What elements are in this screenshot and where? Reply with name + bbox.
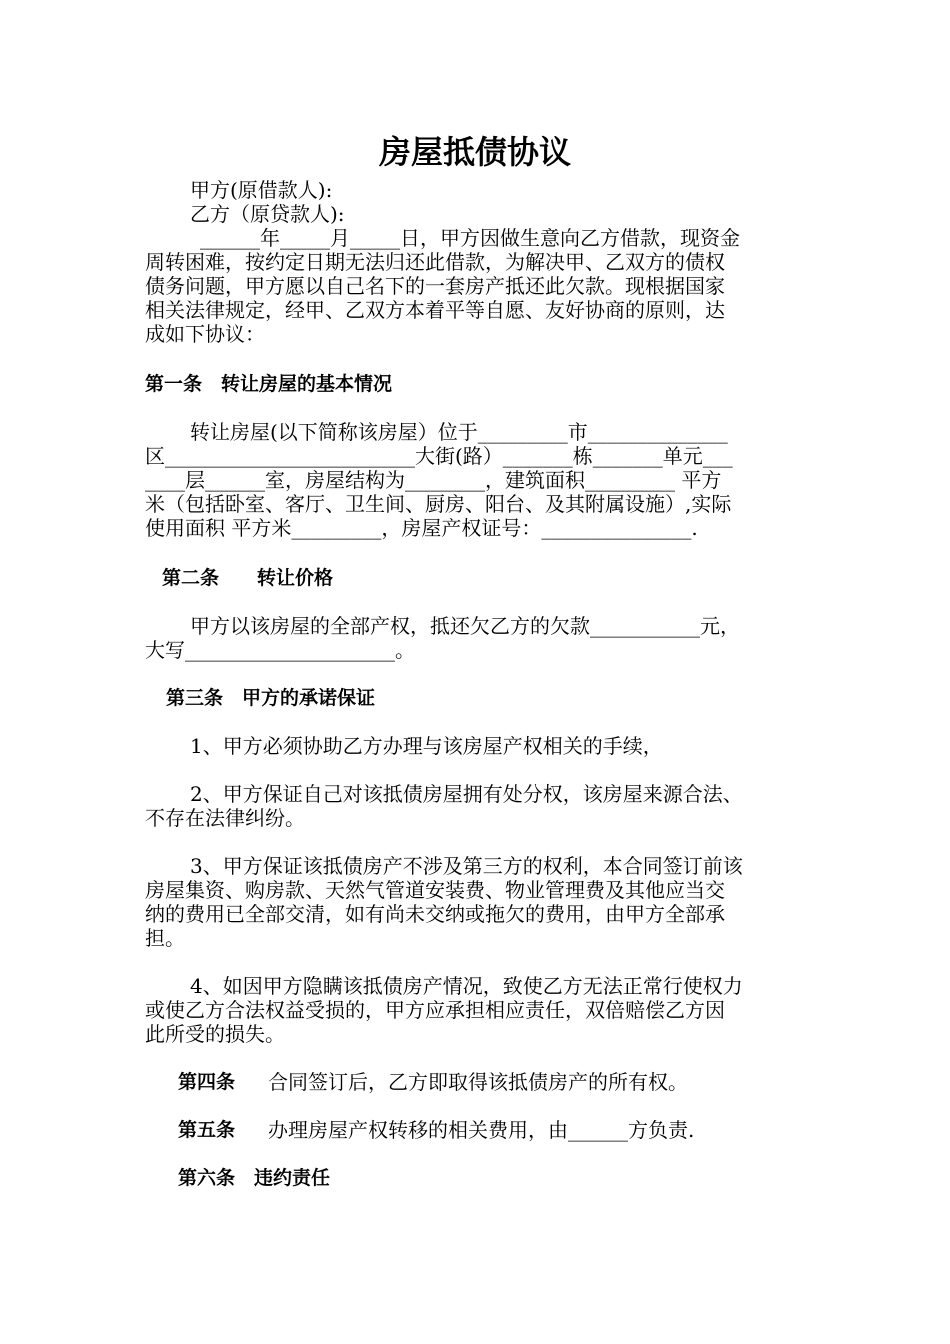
article-3-item-2: 不存在法律纠纷。	[145, 806, 305, 830]
preamble-line: 相关法律规定，经甲、乙双方本着平等自愿、友好协商的原则，达	[145, 298, 725, 322]
article-3-item-3: 担。	[145, 926, 185, 950]
article-3-item-4: 4、如因甲方隐瞒该抵债房产情况，致使乙方无法正常行使权力	[190, 974, 743, 998]
article-4-text: 合同签订后，乙方即取得该抵债房产的所有权。	[268, 1070, 688, 1094]
article-3-item-3: 纳的费用已全部交清，如有尚未交纳或拖欠的费用，由甲方全部承	[145, 902, 725, 926]
article-3-item-2: 2、甲方保证自己对该抵债房屋拥有处分权，该房屋来源合法、	[190, 782, 743, 806]
article-1-heading: 第一条 转让房屋的基本情况	[145, 373, 393, 395]
preamble-line: ______年_____月_____日，甲方因做生意向乙方借款，现资金	[200, 226, 740, 250]
article-1-line: 使用面积 平方米_________，房屋产权证号：_______________.	[145, 516, 698, 540]
article-2-line: 大写_____________________。	[145, 638, 415, 662]
party-a-label: 甲方(原借款人):	[190, 178, 333, 202]
article-3-item-4: 此所受的损失。	[145, 1022, 285, 1046]
article-1-line: 转让房屋(以下简称该房屋）位于_________市______________	[190, 420, 728, 444]
article-6-heading: 第六条 违约责任	[178, 1167, 331, 1189]
article-3-item-3: 房屋集资、购房款、天然气管道安装费、物业管理费及其他应当交	[145, 878, 725, 902]
article-1-line: 区_________________________大街(路）_______栋_______单元___	[145, 444, 733, 468]
article-3-heading: 第三条 甲方的承诺保证	[166, 687, 376, 709]
article-5-heading: 第五条	[178, 1119, 236, 1141]
party-b-label: 乙方（原贷款人):	[190, 202, 345, 226]
article-1-line: 米（包括卧室、客厅、卫生间、厨房、阳台、及其附属设施）,实际	[145, 492, 732, 516]
article-5-text: 办理房屋产权转移的相关费用，由______方负责.	[268, 1118, 695, 1142]
preamble-line: 债务问题，甲方愿以自己名下的一套房产抵还此欠款。现根据国家	[145, 274, 725, 298]
preamble-line: 成如下协议：	[145, 322, 265, 346]
article-3-item-3: 3、甲方保证该抵债房产不涉及第三方的权利，本合同签订前该	[190, 854, 743, 878]
article-2-line: 甲方以该房屋的全部产权，抵还欠乙方的欠款___________元，	[190, 614, 740, 638]
preamble-line: 周转困难，按约定日期无法归还此借款，为解决甲、乙双方的债权	[145, 250, 725, 274]
article-3-item-1: 1、甲方必须协助乙方办理与该房屋产权相关的手续，	[190, 734, 663, 758]
article-3-item-4: 或使乙方合法权益受损的，甲方应承担相应责任，双倍赔偿乙方因	[145, 998, 725, 1022]
article-1-line: ____层______室，房屋结构为________，建筑面积_________ 平方	[145, 468, 722, 492]
article-4-heading: 第四条	[178, 1071, 236, 1093]
document-title: 房屋抵债协议	[378, 133, 571, 171]
article-2-heading: 第二条 转让价格	[162, 567, 334, 589]
